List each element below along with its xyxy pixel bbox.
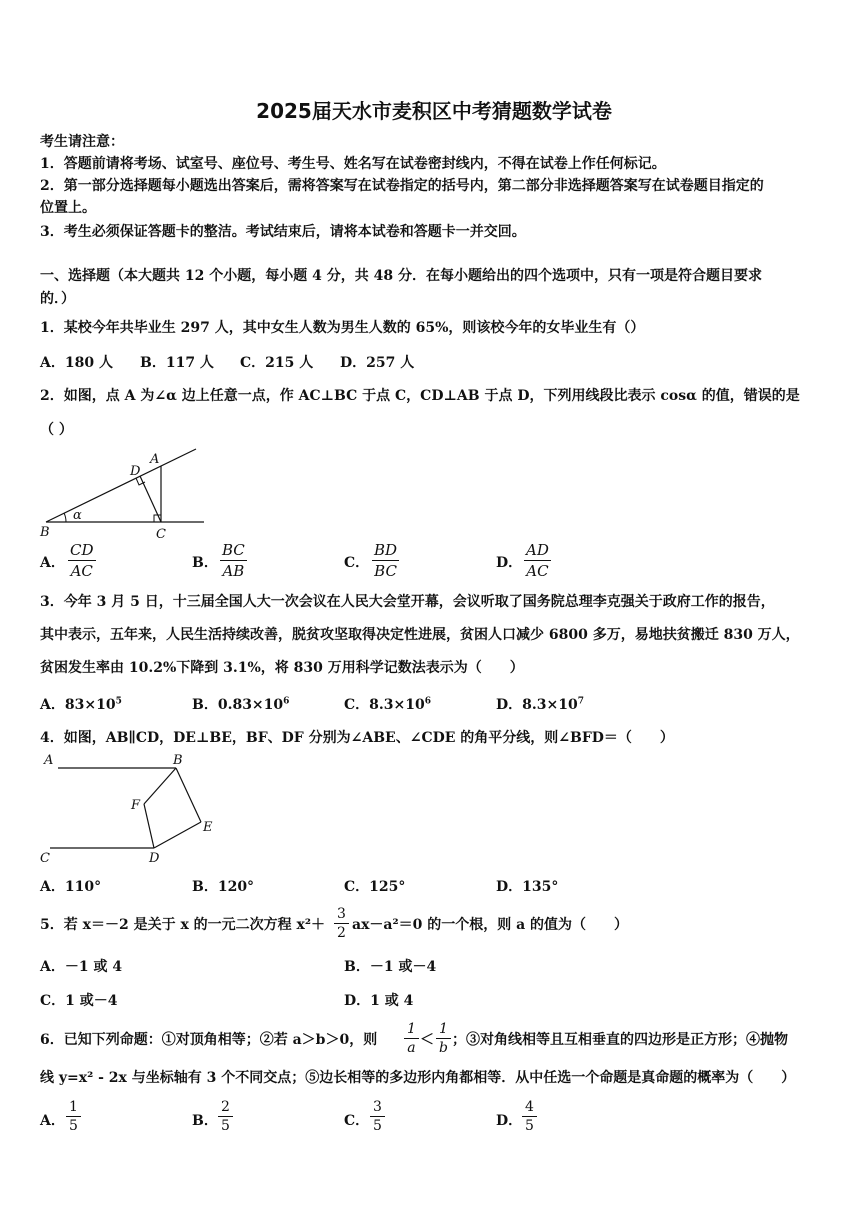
- q2-stem: 2．如图，点 A 为∠α 边上任意一点，作 AC⊥BC 于点 C，CD⊥AB 于点 D，下列用线段比表示 cosα 的值，错误的是: [40, 388, 800, 404]
- q4-label-c: C: [40, 851, 50, 866]
- q6-lt: ＜: [420, 1032, 434, 1048]
- q2-option-d-letter: D．: [496, 555, 523, 571]
- section-heading: 一、选择题（本大题共 12 个小题，每小题 4 分，共 48 分．在每小题给出的四个选项中，只有一项是符合题目要求: [40, 268, 762, 284]
- q6-option-a-letter: A．: [40, 1113, 65, 1129]
- q4-option-a: A．110°: [40, 879, 102, 895]
- q5-fraction: [334, 905, 349, 942]
- q2-option-c-letter: C．: [344, 555, 370, 571]
- q5-stem-b: ax－a²＝0 的一个根，则 a 的值为（ ）: [352, 917, 629, 933]
- q2-option-b-den: AB: [222, 562, 245, 580]
- q3-option-b: B．$0.83\times 10^6$: [192, 696, 290, 713]
- q3-option-c: C．$8.3\times 10^6$: [344, 696, 431, 713]
- section-heading-cont: 的．）: [40, 291, 75, 307]
- q6-option-d-num: 4: [522, 1098, 537, 1117]
- q4-stem: 4．如图，AB∥CD，DE⊥BE，BF、DF 分别为∠ABE、∠CDE 的角平分线，则∠BFD＝（ ）: [40, 730, 674, 746]
- q2-option-b-num: BC: [222, 541, 245, 559]
- q1-option-d: D．257 人: [340, 355, 415, 371]
- q4-label-f: F: [131, 798, 141, 813]
- q2-option-b-fraction: [220, 540, 247, 581]
- q6-f2-num: 1: [436, 1020, 451, 1039]
- q6-option-d-letter: D．: [496, 1113, 523, 1129]
- q6-option-c-letter: C．: [344, 1113, 370, 1129]
- q2-figure: [36, 444, 211, 544]
- q6-option-a-fraction: [66, 1098, 81, 1135]
- q6-option-c-den: 5: [373, 1118, 382, 1134]
- q1-option-a: A．180 人: [40, 355, 113, 371]
- page-title: 2025届天水市麦积区中考猜题数学试卷: [256, 99, 612, 123]
- q6-option-c-fraction: [370, 1098, 385, 1135]
- q4-label-a: A: [44, 753, 54, 768]
- q4-label-b: B: [173, 753, 183, 768]
- q5-frac-num: 3: [334, 905, 349, 924]
- q5-option-c: C．1 或－4: [40, 993, 118, 1009]
- q6-stem-2: 线 y=x² - 2x 与坐标轴有 3 个不同交点；⑤边长相等的多边形内角都相等．从中任选一个命题是真命题的概率为（ ）: [40, 1070, 796, 1086]
- q2-option-a-num: CD: [70, 541, 94, 559]
- q4-label-e: E: [203, 820, 213, 835]
- notice-item-2-cont: 位置上。: [40, 200, 96, 216]
- q1-option-c: C．215 人: [240, 355, 314, 371]
- q2-option-b-letter: B．: [192, 555, 218, 571]
- q6-stem-a: 6．已知下列命题：①对顶角相等；②若 a＞b＞0，则: [40, 1032, 378, 1048]
- q2-option-a-letter: A．: [40, 555, 65, 571]
- q6-option-b-letter: B．: [192, 1113, 218, 1129]
- q6-f1-num: 1: [404, 1020, 419, 1039]
- q6-option-d-fraction: [522, 1098, 537, 1135]
- q6-f1-den: a: [407, 1040, 416, 1056]
- q2-label-alpha: α: [73, 508, 82, 523]
- q2-label-b: B: [40, 525, 50, 540]
- q6-option-d-den: 5: [525, 1118, 534, 1134]
- q3-stem-2: 其中表示，五年来，人民生活持续改善，脱贫攻坚取得决定性进展，贫困人口减少 6800 多万，易地扶贫搬迁 830 万人，: [40, 627, 800, 643]
- q2-option-a-fraction: [68, 540, 96, 581]
- notice-heading: 考生请注意：: [40, 134, 124, 150]
- q4-option-d: D．135°: [496, 879, 559, 895]
- q3-option-a: A．$83\times 10^5$: [40, 696, 122, 713]
- q5-stem-a: 5．若 x＝－2 是关于 x 的一元二次方程 x²＋: [40, 917, 326, 933]
- q6-option-b-num: 2: [218, 1098, 233, 1117]
- q3-stem-3: 贫困发生率由 10.2%下降到 3.1%，将 830 万用科学记数法表示为（ ）: [40, 660, 524, 676]
- q6-fraction-2: [436, 1020, 451, 1057]
- q6-option-c-num: 3: [370, 1098, 385, 1117]
- q2-option-d-den: AC: [526, 562, 549, 580]
- q6-f2-den: b: [438, 1040, 448, 1056]
- q2-stem-cont: （ ）: [40, 422, 73, 438]
- q4-label-d: D: [149, 851, 160, 866]
- q1-stem: 1．某校今年共毕业生 297 人，其中女生人数为男生人数的 65%，则该校今年的女毕业生有（）: [40, 320, 645, 336]
- q1-option-b: B．117 人: [140, 355, 214, 371]
- q2-option-c-fraction: [372, 540, 399, 581]
- q5-option-d: D．1 或 4: [344, 993, 414, 1009]
- q6-option-b-fraction: [218, 1098, 233, 1135]
- q2-option-c-den: BC: [374, 562, 397, 580]
- q6-fraction-1: [404, 1020, 419, 1057]
- notice-item-2: 2．第一部分选择题每小题选出答案后，需将答案写在试卷指定的括号内，第二部分非选择题答案写在试卷题目指定的: [40, 178, 764, 194]
- q6-option-a-den: 5: [69, 1118, 78, 1134]
- q2-option-c-num: BD: [374, 541, 398, 559]
- q5-option-b: B．－1 或－4: [344, 959, 437, 975]
- q6-option-b-den: 5: [221, 1118, 230, 1134]
- q2-label-d: D: [130, 464, 141, 479]
- q3-stem-1: 3．今年 3 月 5 日，十三届全国人大一次会议在人民大会堂开幕，会议听取了国务院总理李克强关于政府工作的报告，: [40, 594, 775, 610]
- q2-option-d-num: AD: [526, 541, 549, 559]
- q6-option-a-num: 1: [66, 1098, 81, 1117]
- q5-frac-den: 2: [337, 925, 346, 941]
- q5-option-a: A．－1 或 4: [40, 959, 123, 975]
- q6-stem-b: ；③对角线相等且互相垂直的四边形是正方形；④抛物: [452, 1032, 788, 1048]
- notice-item-3: 3．考生必须保证答题卡的整洁。考试结束后，请将本试卷和答题卡一并交回。: [40, 224, 526, 240]
- q2-option-d-fraction: [524, 540, 551, 581]
- notice-item-1: 1．答题前请将考场、试室号、座位号、考生号、姓名写在试卷密封线内，不得在试卷上作任何标记。: [40, 156, 666, 172]
- q2-option-a-den: AC: [70, 562, 93, 580]
- q4-figure: [36, 750, 226, 868]
- q4-option-b: B．120°: [192, 879, 255, 895]
- q4-option-c: C．125°: [344, 879, 406, 895]
- q2-label-a: A: [150, 452, 160, 467]
- q3-option-d: D．$8.3\times 10^7$: [496, 696, 584, 713]
- q2-label-c: C: [156, 527, 166, 542]
